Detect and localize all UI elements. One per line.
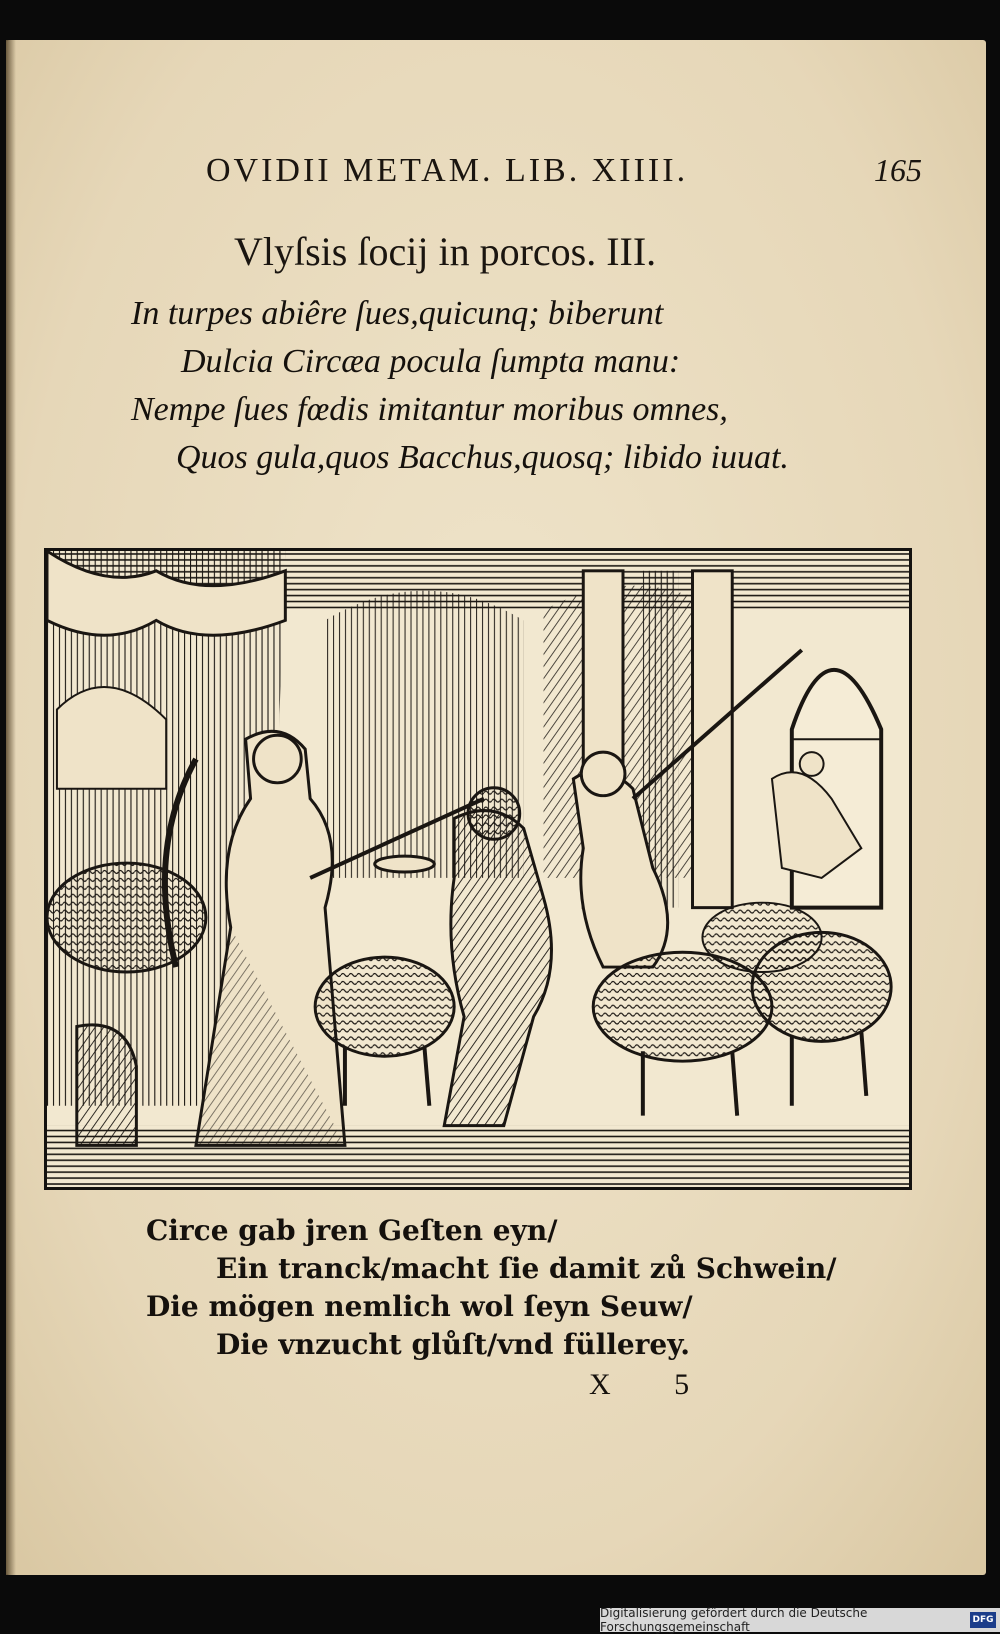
- section-title: Vlyſsis ſocij in porcos. III.: [234, 229, 657, 274]
- running-title: OVIDII METAM. LIB. XIIII.: [206, 152, 689, 189]
- footer-credit: Digitalisierung gefördert durch die Deutsche Forschungsgemeinschaft: [600, 1606, 868, 1634]
- book-page: [6, 40, 986, 1575]
- latin-epigram: [131, 290, 891, 482]
- german-verse-1: Circe gab jren Geſten eyn/: [146, 1214, 558, 1247]
- german-verses: [146, 1212, 906, 1364]
- page-edge-shadow: [6, 40, 16, 1575]
- circe-swine-woodcut: [47, 551, 909, 1187]
- woodcut-illustration: [44, 548, 912, 1190]
- german-verse-4: Die vnzucht glůſt/vnd füllerey.: [216, 1328, 691, 1361]
- digitization-footer: [600, 1608, 1000, 1632]
- latin-verse-1: In turpes abiêre ſues,quicunq; biberunt: [131, 295, 664, 332]
- signature-mark: X 5: [589, 1368, 718, 1401]
- latin-verse-3: Nempe ſues fœdis imitantur moribus omnes,: [131, 391, 728, 428]
- page-number: 165: [874, 152, 922, 188]
- latin-verse-4: Quos gula,quos Bacchus,quosq; libido iuuat.: [176, 439, 789, 476]
- german-verse-2: Ein tranck/macht ſie damit zů Schwein/: [216, 1252, 837, 1285]
- latin-verse-2: Dulcia Circæa pocula ſumpta manu:: [181, 343, 681, 380]
- dfg-logo-icon: DFG: [970, 1612, 996, 1628]
- german-verse-3: Die mögen nemlich wol ſeyn Seuw/: [146, 1290, 693, 1323]
